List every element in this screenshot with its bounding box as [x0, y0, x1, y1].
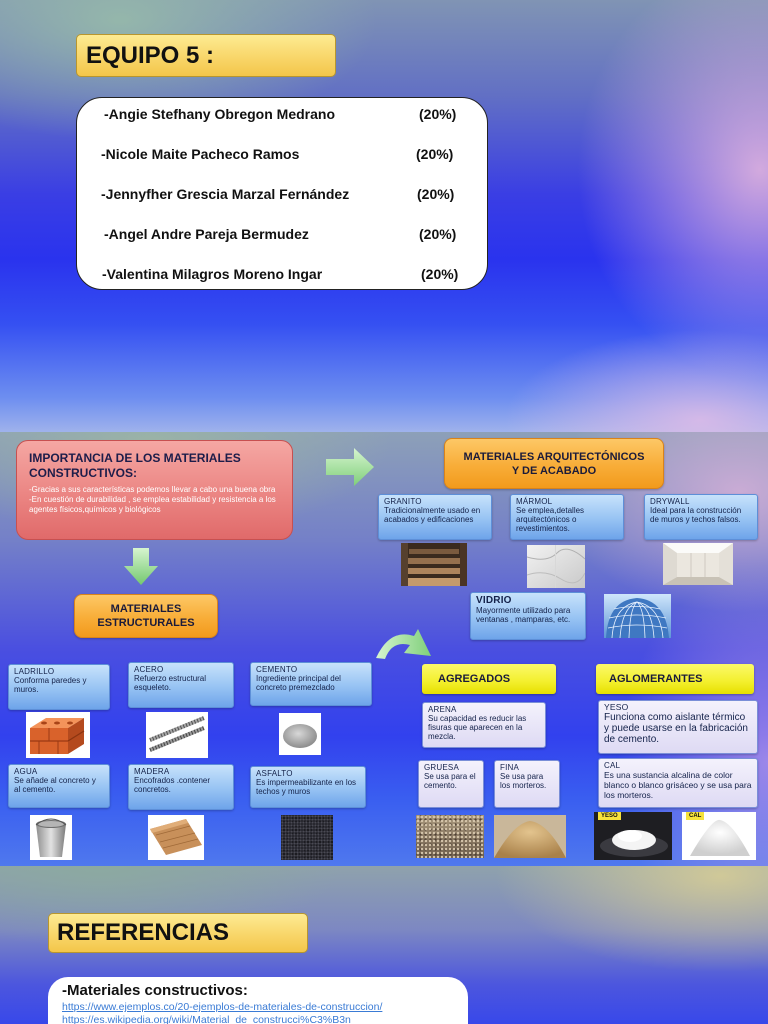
marmol-card [510, 494, 624, 540]
marmol-label: MÁRMOL [516, 497, 553, 506]
lime-image [682, 812, 756, 860]
cal-image-tag: CAL [686, 812, 704, 820]
asfalto-desc: Es impermeabilizante en los techos y muros [256, 778, 357, 796]
agregados-box [422, 664, 556, 694]
steel-bars-image [146, 712, 208, 758]
asfalto-label: ASFALTO [256, 769, 293, 778]
vidrio-desc: Mayormente utilizado para ventanas , mamparas, etc. [476, 606, 571, 624]
references-title: REFERENCIAS [57, 919, 230, 946]
member-name: -Angie Stefhany Obregon Medrano [104, 106, 336, 122]
arena-card [422, 702, 546, 748]
importance-title-line: IMPORTANCIA DE LOS MATERIALES [29, 451, 241, 465]
reference-link[interactable]: https://es.wikipedia.org/wiki/Material_de_construcci%C3%B3n [62, 1014, 351, 1024]
architectural-title-line: Y DE ACABADO [511, 464, 597, 477]
fine-sand-image [494, 815, 566, 858]
asphalt-image [281, 815, 333, 860]
references-heading: -Materiales constructivos: [62, 982, 248, 999]
cal-label: CAL [604, 761, 621, 770]
arena-label: ARENA [428, 705, 457, 714]
brick-image [26, 712, 90, 758]
team-title-box [76, 34, 336, 77]
gruesa-label: GRUESA [424, 763, 459, 772]
structural-title-line: ESTRUCTURALES [97, 617, 195, 629]
cemento-desc: Ingrediente principal del concreto premezclado [256, 674, 341, 692]
granite-stairs-image [401, 543, 467, 586]
glass-dome-image [604, 594, 671, 638]
architectural-title-line: MATERIALES ARQUITECTÓNICOS [463, 450, 645, 463]
team-slide [0, 0, 768, 432]
vidrio-card [470, 592, 586, 640]
cement-powder-image [279, 713, 321, 755]
drywall-label: DRYWALL [650, 497, 690, 506]
granito-desc: Tradicionalmente usado en acabados y edificaciones [384, 506, 481, 524]
arena-desc: Su capacidad es reducir las fisuras que aparecen en la mezcla. [428, 714, 527, 741]
marmol-desc: Se emplea,detalles arquitectónicos o revestimientos. [516, 506, 585, 533]
yeso-card [598, 700, 758, 754]
yeso-image-tag: YESO [598, 812, 621, 820]
fina-card [494, 760, 560, 808]
drywall-desc: Ideal para la construcción de muros y techos falsos. [650, 506, 742, 524]
member-share: (20%) [419, 226, 457, 242]
structural-materials-box [74, 594, 218, 638]
structural-title-line: MATERIALES [110, 603, 182, 615]
team-title: EQUIPO 5 : [86, 42, 215, 69]
green-arrow-down-icon [124, 548, 158, 585]
member-share: (20%) [419, 106, 457, 122]
agua-label: AGUA [14, 767, 38, 776]
importance-box [16, 440, 293, 540]
granito-label: GRANITO [384, 497, 422, 506]
green-curved-arrow-icon [374, 626, 432, 660]
gruesa-card [418, 760, 484, 808]
acero-desc: Refuerzo estructural esqueleto. [134, 674, 207, 692]
materials-map-slide [0, 432, 768, 866]
agregados-title: AGREGADOS [438, 673, 511, 685]
madera-label: MADERA [134, 767, 170, 776]
members-list [76, 97, 488, 290]
green-arrow-right-icon [326, 448, 374, 486]
cal-desc: Es una sustancia alcalina de color blanco o blanco grisáceo y se usa para los morteros. [604, 770, 752, 800]
member-name: -Valentina Milagros Moreno Ingar [102, 266, 323, 282]
fina-label: FINA [500, 763, 520, 772]
coarse-sand-image [416, 815, 484, 858]
granito-card [378, 494, 492, 540]
madera-card [128, 764, 234, 810]
asfalto-card [250, 766, 366, 808]
reference-link[interactable]: https://www.ejemplos.co/20-ejemplos-de-materiales-de-construccion/ [62, 1001, 383, 1013]
importance-point: -En cuestión de durabilidad , se emplea estabilidad y resistencia a los agentes físicos,químicos y biológicos [29, 495, 276, 514]
references-title-box [48, 913, 308, 953]
cemento-label: CEMENTO [256, 665, 298, 674]
vidrio-label: VIDRIO [476, 595, 512, 606]
madera-desc: Encofrados .contener concretos. [134, 776, 211, 794]
yeso-label: YESO [604, 702, 629, 712]
acero-card [128, 662, 234, 708]
yeso-desc: Funciona como aislante térmico y puede usarse en la fabricación de cemento. [604, 712, 748, 745]
gypsum-image [594, 812, 672, 860]
references-box [48, 977, 468, 1024]
fina-desc: Se usa para los morteros. [500, 772, 547, 790]
cal-card [598, 758, 758, 808]
drywall-image [663, 543, 733, 585]
importance-title-line: CONSTRUCTIVOS: [29, 466, 137, 480]
aglomerantes-box [596, 664, 754, 694]
aglomerantes-title: AGLOMERANTES [609, 673, 703, 685]
gruesa-desc: Se usa para el cemento. [424, 772, 476, 790]
acero-label: ACERO [134, 665, 164, 674]
agua-card [8, 764, 110, 808]
importance-point: -Gracias a sus características podemos llevar a cabo una buena obra [29, 485, 276, 494]
ladrillo-card [8, 664, 110, 710]
water-bucket-image [30, 815, 72, 860]
references-slide [0, 866, 768, 1024]
drywall-card [644, 494, 758, 540]
ladrillo-label: LADRILLO [14, 667, 55, 676]
member-name: -Angel Andre Pareja Bermudez [104, 226, 309, 242]
cemento-card [250, 662, 372, 706]
member-share: (20%) [416, 146, 454, 162]
wood-planks-image [148, 815, 204, 860]
member-name: -Jennyfher Grescia Marzal Fernández [101, 186, 350, 202]
ladrillo-desc: Conforma paredes y muros. [14, 676, 87, 694]
member-share: (20%) [417, 186, 455, 202]
agua-desc: Se añade al concreto y al cemento. [14, 776, 96, 794]
architectural-materials-box [444, 438, 664, 489]
marble-image [527, 545, 585, 588]
member-name: -Nicole Maite Pacheco Ramos [101, 146, 300, 162]
member-share: (20%) [421, 266, 459, 282]
